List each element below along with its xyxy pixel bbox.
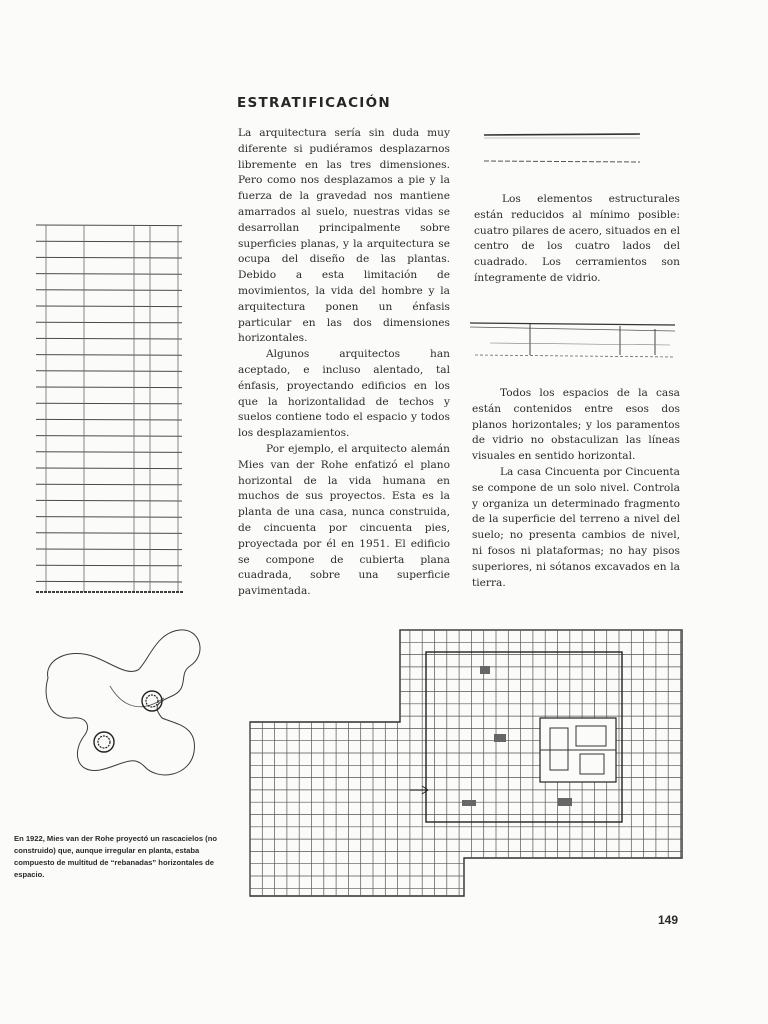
floor-slab-line: [36, 419, 182, 420]
floor-slab-line: [36, 355, 182, 356]
floor-slab-line: [36, 371, 182, 372]
floor-slab-line: [36, 581, 182, 582]
paragraph: Los elementos estructurales están reducidos al mínimo posible: cuatro pilares de acero, situados en el centro de los cuatro lados del cuadrado. Los cerramientos son íntegramente de vidrio.: [474, 193, 680, 284]
floor-slab-line: [36, 452, 182, 453]
floor-slab-line: [36, 549, 182, 550]
text-column-right-bottom: [472, 386, 680, 591]
page-heading: ESTRATIFICACIÓN: [237, 95, 391, 111]
floor-slab-line: [36, 306, 182, 307]
floor-slab-line: [36, 225, 182, 226]
floor-slab-line: [36, 257, 182, 258]
floor-slab-line: [36, 565, 182, 566]
floor-slab-line: [36, 274, 182, 275]
floor-slab-line: [36, 403, 182, 404]
text-column-left: [238, 126, 450, 600]
figure-caption: En 1922, Mies van der Rohe proyectó un rascacielos (no construido) que, aunque irregular en planta, estaba compuesto de multitud de “rebanadas” horizontales de espacio.: [14, 834, 217, 879]
paragraph: La casa Cincuenta por Cincuenta se compone de un solo nivel. Controla y organiza un determinado fragmento de la superficie del terreno a nivel del suelo; no presenta cambios de nivel, ni fosos ni plataformas; no hay pisos superiores, ni sótanos excavados en la tierra.: [472, 465, 680, 589]
floor-slab-line: [36, 338, 182, 339]
page-number: 149: [658, 913, 679, 927]
house-elevation-drawing: [484, 128, 644, 168]
floor-slab-line: [36, 387, 182, 388]
paragraph: Por ejemplo, el arquitecto alemán Mies van der Rohe enfatizó el plano horizontal de la vida humana en muchos de sus proyectos. Esta es la planta de una casa, nunca construida, de cincuenta por cincuenta pies, proyectada por él en 1951. El edificio se compone de cubierta plana cuadrada, sobre una superficie pavimentada.: [238, 442, 450, 598]
floor-slab-line: [36, 500, 182, 501]
floor-slab-line: [36, 517, 182, 518]
paragraph: Todos los espacios de la casa están contenidos entre esos dos planos horizontales; y los paramentos de vidrio no obstaculizan las líneas visuales en sentido horizontal.: [472, 387, 680, 463]
floor-slab-line: [36, 290, 182, 291]
text-column-right-top: [474, 192, 680, 287]
skyscraper-plan-drawing: [40, 626, 210, 786]
floor-slab-line: [36, 322, 182, 323]
floor-slab-line: [36, 436, 182, 437]
paragraph: La arquitectura sería sin duda muy diferente si pudiéramos desplazarnos libremente en las tres dimensiones. Pero como nos desplazamos a pie y la fuerza de la gravedad nos mantiene amarrados al suelo, nuestras vidas se desarrollan principalmente sobre superficies planas, y la arquitectura se ocupa del diseño de las plantas. Debido a esta limitación de movimientos, la vida del hombre y la arquitectura ponen un énfasis particular en las dos dimensiones horizontales.: [238, 127, 450, 345]
skyscraper-section-drawing: [36, 220, 186, 600]
paragraph: Algunos arquitectos han aceptado, e incluso alentado, tal énfasis, proyectando edificios en los que la horizontalidad de techos y suelos contiene todo el espacio y todos los desplazamientos.: [238, 348, 450, 440]
floor-slab-line: [36, 468, 182, 469]
house-perspective-drawing: [470, 315, 680, 365]
floor-slab-line: [36, 533, 182, 534]
floor-slab-line: [36, 241, 182, 242]
house-floor-plan-grid: [250, 630, 690, 900]
floor-slab-line: [36, 484, 182, 485]
